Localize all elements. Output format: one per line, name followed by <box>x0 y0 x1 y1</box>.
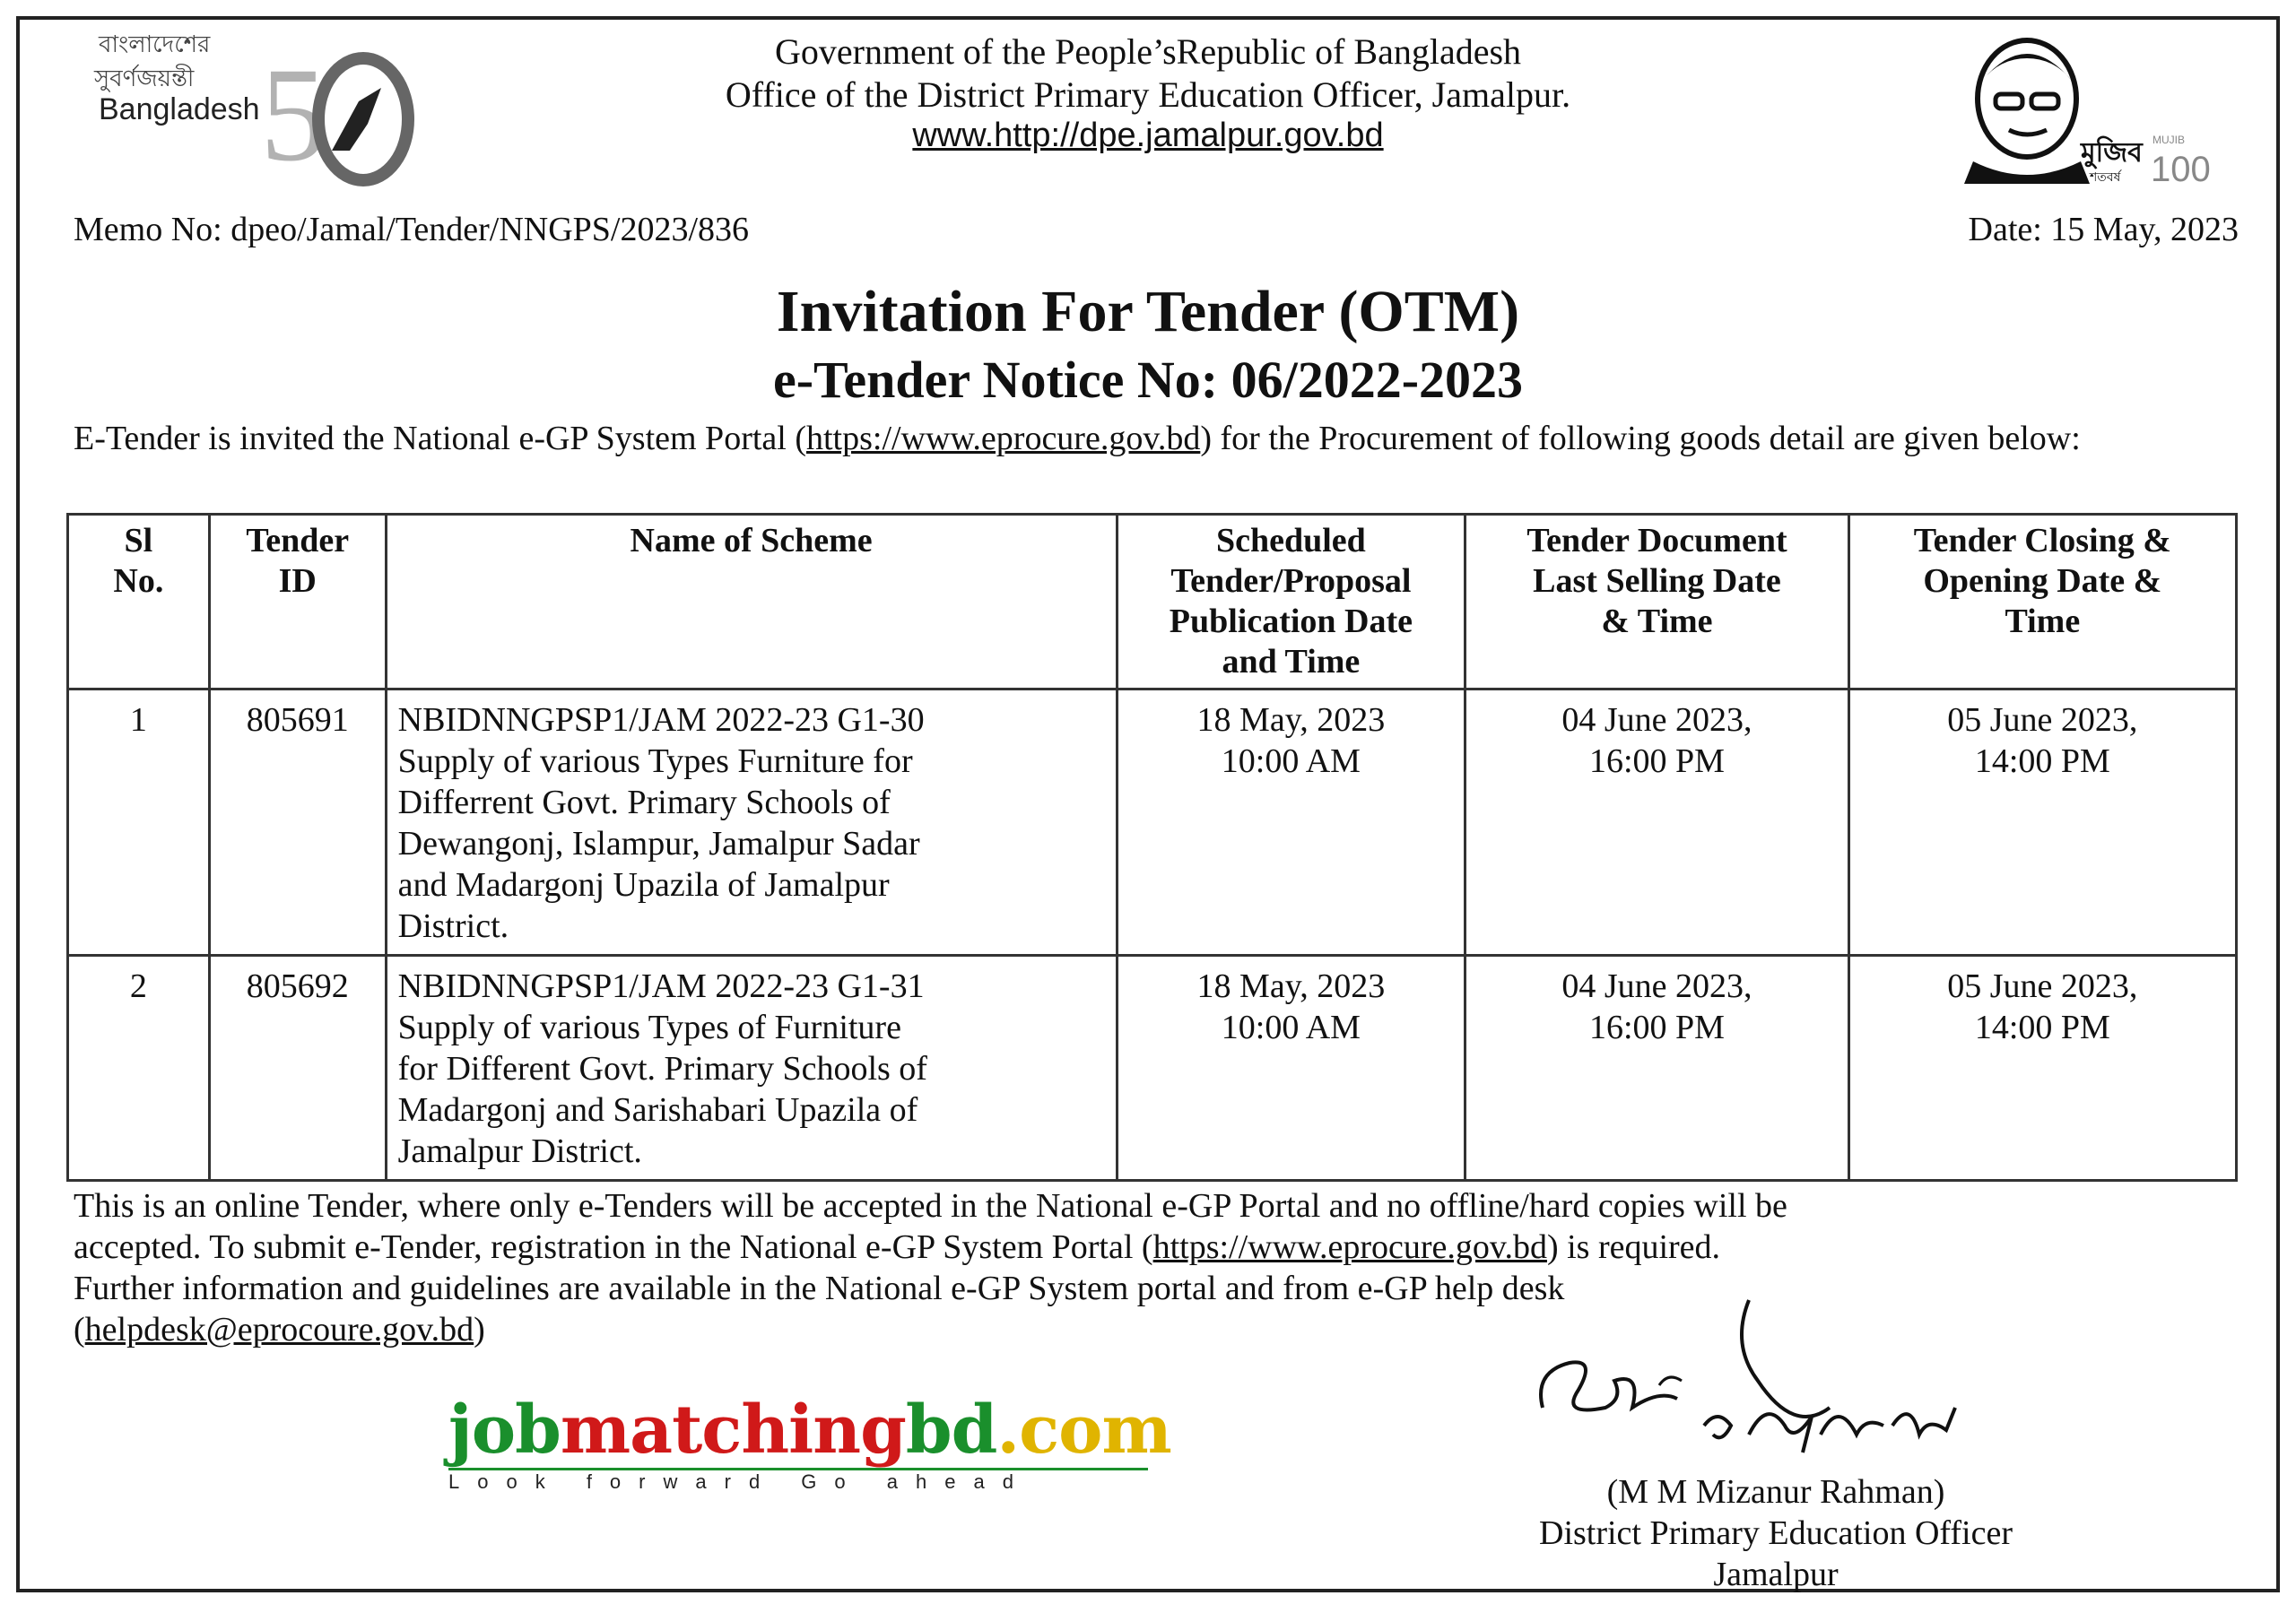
header-line: Tender Closing & <box>1913 522 2171 559</box>
cell-scheme <box>386 689 1117 956</box>
date-line: 18 May, 2023 <box>1196 967 1386 1005</box>
svg-text:মুজিব: মুজিব <box>2081 137 2143 169</box>
mujib-100-logo <box>1946 27 2211 189</box>
svg-text:Bangladesh: Bangladesh <box>99 92 260 126</box>
scheme-line: and Madargonj Upazila of Jamalpur <box>397 866 890 904</box>
header-publication-date <box>1117 515 1465 689</box>
header-line: & Time <box>1601 603 1713 640</box>
watermark-tagline: Look forward Go ahead <box>448 1470 1031 1493</box>
date-line: 04 June 2023, <box>1561 967 1752 1005</box>
eprocure-link[interactable]: https://www.eprocure.gov.bd <box>1152 1228 1547 1266</box>
header-line: ID <box>278 562 317 600</box>
date-line: 04 June 2023, <box>1561 701 1752 739</box>
time-line: 10:00 AM <box>1221 742 1361 780</box>
header-line: Name of Scheme <box>630 522 873 559</box>
header-line: No. <box>113 562 164 600</box>
cell-closing <box>1848 689 2236 956</box>
svg-text:শতবর্ষ: শতবর্ষ <box>2090 170 2121 185</box>
scheme-line: Jamalpur District. <box>397 1132 642 1170</box>
notice-line: This is an online Tender, where only e-Tenders will be accepted in the National e-GP Portal and no offline/hard copies will be <box>74 1187 1787 1225</box>
date-line: 18 May, 2023 <box>1196 701 1386 739</box>
website-link-text[interactable]: www.http://dpe.jamalpur.gov.bd <box>912 117 1384 154</box>
header-line: and Time <box>1222 643 1361 681</box>
intro-text-before: E-Tender is invited the National e-GP System Portal ( <box>74 420 806 457</box>
government-heading: Government of the People’sRepublic of Bangladesh <box>774 31 1522 72</box>
notice-text: ) <box>474 1311 485 1349</box>
watermark-part: bd <box>905 1392 997 1469</box>
notice-line: Further information and guidelines are available in the National e-GP System portal and from e-GP help desk <box>74 1270 1565 1307</box>
memo-number: Memo No: dpeo/Jamal/Tender/NNGPS/2023/836 <box>74 211 750 248</box>
cell-publication <box>1117 956 1465 1181</box>
table-header-row <box>68 515 2237 689</box>
signatory-name: (M M Mizanur Rahman) <box>1606 1473 1945 1511</box>
notice-text: accepted. To submit e-Tender, registration in the National e-GP System Portal ( <box>74 1228 1153 1266</box>
watermark-part: .com <box>996 1392 1171 1469</box>
eprocure-link[interactable]: https://www.eprocure.gov.bd <box>805 420 1201 457</box>
header-sl-no <box>68 515 210 689</box>
header-scheme-name <box>386 515 1117 689</box>
watermark-part: job <box>448 1392 561 1469</box>
table-row <box>68 689 2237 956</box>
cell-last-selling <box>1465 689 1848 956</box>
memo-date: Date: 15 May, 2023 <box>1968 211 2239 248</box>
header-closing-opening-date <box>1848 515 2236 689</box>
date-line: 05 June 2023, <box>1947 701 2138 739</box>
page-title: Invitation For Tender (OTM) <box>776 279 1520 344</box>
cell-sl: 1 <box>68 689 210 956</box>
signatory-place: Jamalpur <box>1713 1556 1839 1593</box>
office-heading: Office of the District Primary Education Officer, Jamalpur. <box>725 74 1571 115</box>
watermark-part: matching <box>560 1392 906 1469</box>
time-line: 16:00 PM <box>1588 1009 1725 1046</box>
svg-text:100: 100 <box>2151 150 2211 189</box>
svg-text:5: 5 <box>260 40 327 189</box>
notice-line <box>74 1227 2226 1268</box>
time-line: 14:00 PM <box>1974 1009 2110 1046</box>
cell-closing <box>1848 956 2236 1181</box>
helpdesk-email-link[interactable]: helpdesk@eprocoure.gov.bd <box>84 1311 474 1349</box>
header-line: Scheduled <box>1215 522 1366 559</box>
cell-scheme <box>386 956 1117 1181</box>
jobmatchingbd-watermark <box>448 1392 1171 1493</box>
scheme-line: Madargonj and Sarishabari Upazila of <box>397 1091 918 1129</box>
bangladesh-50-logo <box>63 16 386 195</box>
notice-text: ) is required. <box>1546 1228 1721 1266</box>
cell-last-selling <box>1465 956 1848 1181</box>
svg-text:MUJIB: MUJIB <box>2152 134 2185 146</box>
header-tender-id <box>209 515 386 689</box>
intro-text-after: ) for the Procurement of following goods detail are given below: <box>1200 420 2081 457</box>
header-line: Publication Date <box>1169 603 1413 640</box>
header-line: Sl <box>124 522 153 559</box>
signatory-designation: District Primary Education Officer <box>1539 1514 2013 1552</box>
svg-text:সুবর্ণজয়ন্তী: সুবর্ণজয়ন্তী <box>94 65 195 92</box>
scheme-line: Supply of various Types Furniture for <box>397 742 913 780</box>
website-link[interactable] <box>538 117 1758 155</box>
header-line: Tender Document <box>1526 522 1787 559</box>
date-line: 05 June 2023, <box>1947 967 2138 1005</box>
scheme-line: for Different Govt. Primary Schools of <box>397 1050 927 1088</box>
scheme-line: Supply of various Types of Furniture <box>397 1009 901 1046</box>
table-row <box>68 956 2237 1181</box>
notice-text: ( <box>74 1311 85 1349</box>
header-line: Time <box>2005 603 2081 640</box>
scheme-line: Dewangonj, Islampur, Jamalpur Sadar <box>397 825 920 863</box>
header-line: Tender/Proposal <box>1170 562 1412 600</box>
time-line: 16:00 PM <box>1588 742 1725 780</box>
header-line: Tender <box>246 522 350 559</box>
scheme-code: NBIDNNGPSP1/JAM 2022-23 G1-31 <box>397 967 925 1005</box>
tender-table <box>66 513 2238 1182</box>
handwritten-signature <box>1525 1300 1991 1488</box>
header-line: Opening Date & <box>1923 562 2162 600</box>
scheme-code: NBIDNNGPSP1/JAM 2022-23 G1-30 <box>397 701 925 739</box>
cell-publication <box>1117 689 1465 956</box>
header-line: Last Selling Date <box>1533 562 1781 600</box>
time-line: 14:00 PM <box>1974 742 2110 780</box>
header-last-selling-date <box>1465 515 1848 689</box>
scheme-line: Differrent Govt. Primary Schools of <box>397 784 891 821</box>
watermark-logo-text <box>448 1392 1171 1469</box>
time-line: 10:00 AM <box>1221 1009 1361 1046</box>
intro-paragraph <box>74 418 2235 459</box>
notice-number: e-Tender Notice No: 06/2022-2023 <box>772 351 1524 409</box>
cell-tender-id: 805692 <box>209 956 386 1181</box>
cell-sl: 2 <box>68 956 210 1181</box>
scheme-line: District. <box>397 907 509 945</box>
cell-tender-id: 805691 <box>209 689 386 956</box>
svg-text:বাংলাদেশের: বাংলাদেশের <box>99 31 211 58</box>
